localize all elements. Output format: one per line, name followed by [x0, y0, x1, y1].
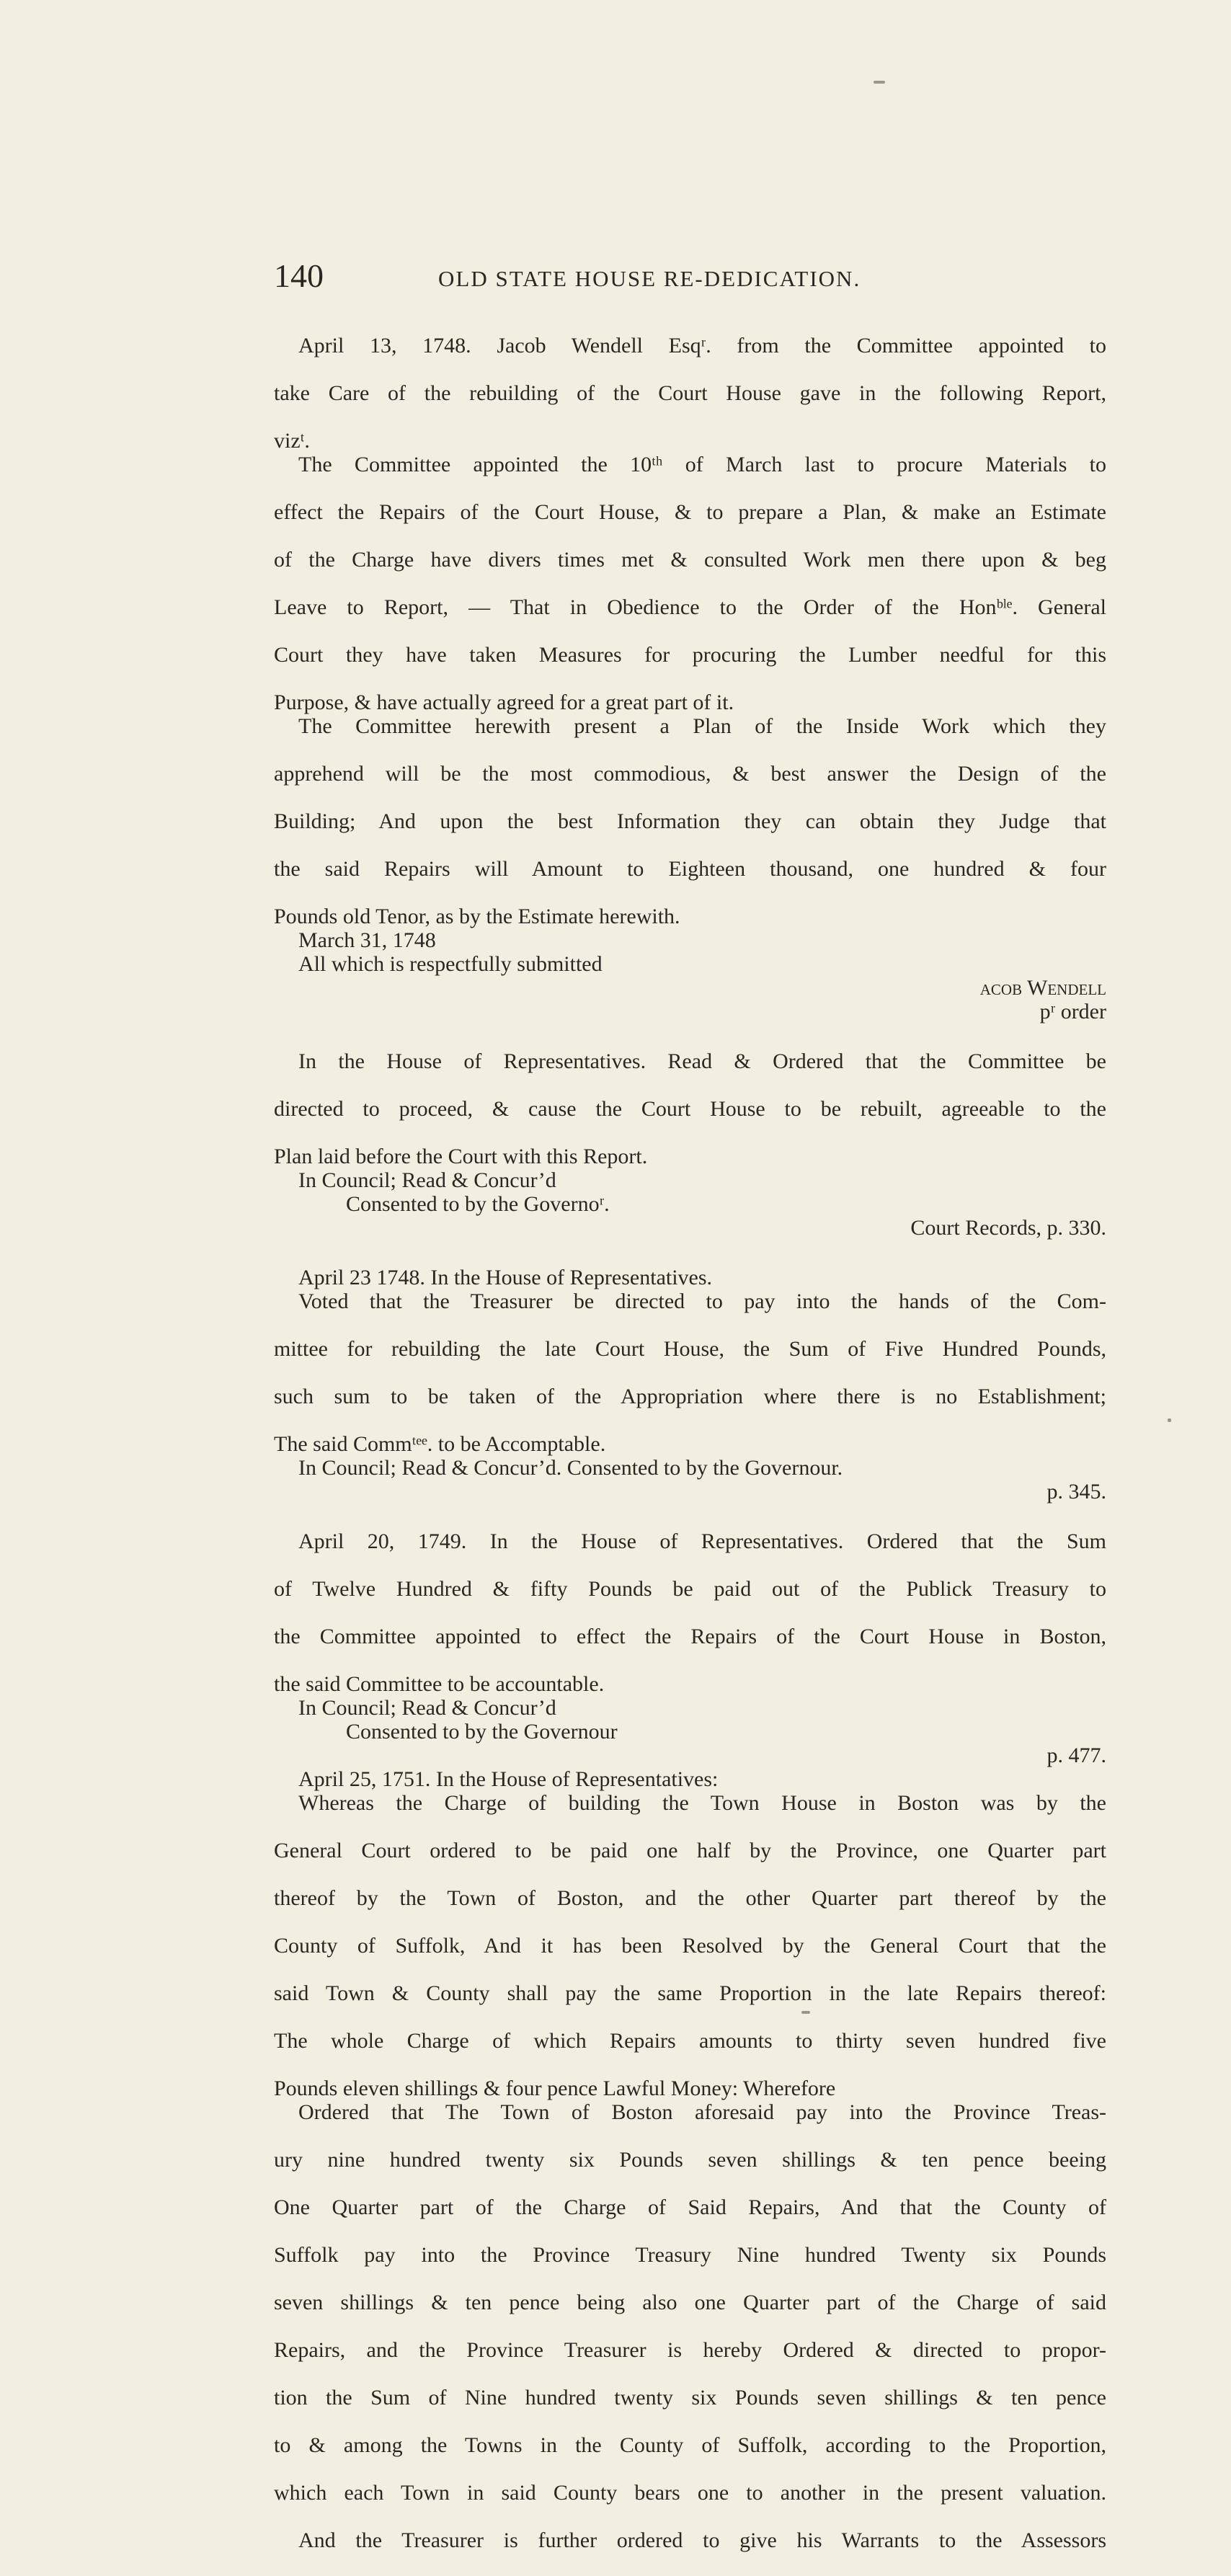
text-line: the said Committee to be accountable. [274, 1672, 605, 1696]
text-line: pʳ order [1039, 1000, 1106, 1023]
text-line: April 23 1748. In the House of Representatives. [298, 1266, 713, 1289]
text-line: In Council; Read & Concur’d [298, 1168, 556, 1192]
text-line: of Twelve Hundred & fifty Pounds be paid out of the Publick Treasury to [274, 1577, 1106, 1601]
text-line: Court Records, p. 330. [910, 1216, 1106, 1240]
text-line: Purpose, & have actually agreed for a great part of it. [274, 690, 734, 714]
text-line: acob Wendell [979, 976, 1106, 1000]
page-number: 140 [274, 257, 324, 294]
text-line: Court they have taken Measures for procuring the Lumber needful for this [274, 643, 1106, 667]
text-line: Repairs, and the Province Treasurer is hereby Ordered & directed to propor- [274, 2338, 1106, 2362]
text-line: Consented to by the Governour [346, 1720, 618, 1744]
text-line: Voted that the Treasurer be directed to pay into the hands of the Com- [298, 1289, 1106, 1313]
text-line: tion the Sum of Nine hundred twenty six Pounds seven shillings & ten pence [274, 2386, 1106, 2410]
text-line: thereof by the Town of Boston, and the other Quarter part thereof by the [274, 1886, 1106, 1910]
text-line: April 13, 1748. Jacob Wendell Esqʳ. from the Committee appointed to [298, 334, 1106, 357]
text-line: Suffolk pay into the Province Treasury Nine hundred Twenty six Pounds [274, 2243, 1106, 2267]
text-line: In Council; Read & Concur’d. Consented to by the Governour. [298, 1456, 843, 1480]
text-line: County of Suffolk, And it has been Resolved by the General Court that the [274, 1934, 1106, 1958]
text-line: Building; And upon the best Information they can obtain they Judge that [274, 809, 1106, 833]
text-line: the Committee appointed to effect the Repairs of the Court House in Boston, [274, 1625, 1106, 1648]
text-line: mittee for rebuilding the late Court House, the Sum of Five Hundred Pounds, [274, 1337, 1106, 1361]
text-line: April 20, 1749. In the House of Representatives. Ordered that the Sum [298, 1529, 1106, 1553]
text-line: All which is respectfully submitted [298, 952, 603, 976]
text-line: apprehend will be the most commodious, & best answer the Design of the [274, 762, 1106, 786]
text-line: General Court ordered to be paid one half by the Province, one Quarter part [274, 1839, 1106, 1862]
text-line: Ordered that The Town of Boston aforesaid pay into the Province Treas- [298, 2100, 1106, 2124]
text-line: The whole Charge of which Repairs amounts to thirty seven hundred five [274, 2029, 1106, 2053]
text-line: In Council; Read & Concur’d [298, 1696, 556, 1720]
text-line: of the Charge have divers times met & consulted Work men there upon & beg [274, 548, 1106, 572]
text-line: such sum to be taken of the Appropriation where there is no Establishment; [274, 1385, 1106, 1408]
text-line: p. 477. [1046, 1744, 1106, 1767]
text-line: vizᵗ. [274, 429, 310, 453]
printer-mark-top [874, 81, 885, 84]
text-line: Plan laid before the Court with this Report. [274, 1145, 648, 1168]
running-title: OLD STATE HOUSE RE-DEDICATION. [438, 266, 861, 291]
text-line: Pounds old Tenor, as by the Estimate herewith. [274, 905, 680, 928]
text-line: In the House of Representatives. Read & Ordered that the Committee be [298, 1049, 1106, 1073]
text-line: Consented to by the Governoʳ. [346, 1192, 610, 1216]
text-line: which each Town in said County bears one to another in the present valuation. [274, 2481, 1106, 2505]
text-line: effect the Repairs of the Court House, & to prepare a Plan, & make an Estimate [274, 500, 1106, 524]
text-line: Leave to Report, — That in Obedience to the Order of the Honᵇˡᵉ. General [274, 595, 1106, 619]
text-line: The Committee appointed the 10ᵗʰ of March last to procure Materials to [298, 453, 1106, 476]
text-line: said Town & County shall pay the same Proportion in the late Repairs thereof: [274, 1981, 1106, 2005]
text-line: Whereas the Charge of building the Town House in Boston was by the [298, 1791, 1106, 1815]
text-line: p. 345. [1046, 1480, 1106, 1504]
page-header [274, 258, 1103, 294]
text-line: take Care of the rebuilding of the Court House gave in the following Report, [274, 381, 1106, 405]
text-line: And the Treasurer is further ordered to give his Warrants to the Assessors [298, 2528, 1106, 2552]
document-body [274, 334, 1106, 2576]
text-line: ury nine hundred twenty six Pounds seven shillings & ten pence beeing [274, 2148, 1106, 2172]
text-line: April 25, 1751. In the House of Representatives: [298, 1767, 719, 1791]
text-line: the said Repairs will Amount to Eighteen thousand, one hundred & four [274, 857, 1106, 881]
text-line: The Committee herewith present a Plan of the Inside Work which they [298, 714, 1106, 738]
text-line: The said Commᵗᵉᵉ. to be Accomptable. [274, 1432, 606, 1456]
text-line: seven shillings & ten pence being also one Quarter part of the Charge of said [274, 2291, 1106, 2314]
text-line: Pounds eleven shillings & four pence Lawful Money: Wherefore [274, 2077, 836, 2100]
text-line: to & among the Towns in the County of Suffolk, according to the Proportion, [274, 2433, 1106, 2457]
text-line: directed to proceed, & cause the Court House to be rebuilt, agreeable to the [274, 1097, 1106, 1121]
margin-dot-right [1168, 1418, 1171, 1422]
text-line: One Quarter part of the Charge of Said Repairs, And that the County of [274, 2195, 1106, 2219]
text-line: March 31, 1748 [298, 928, 436, 952]
